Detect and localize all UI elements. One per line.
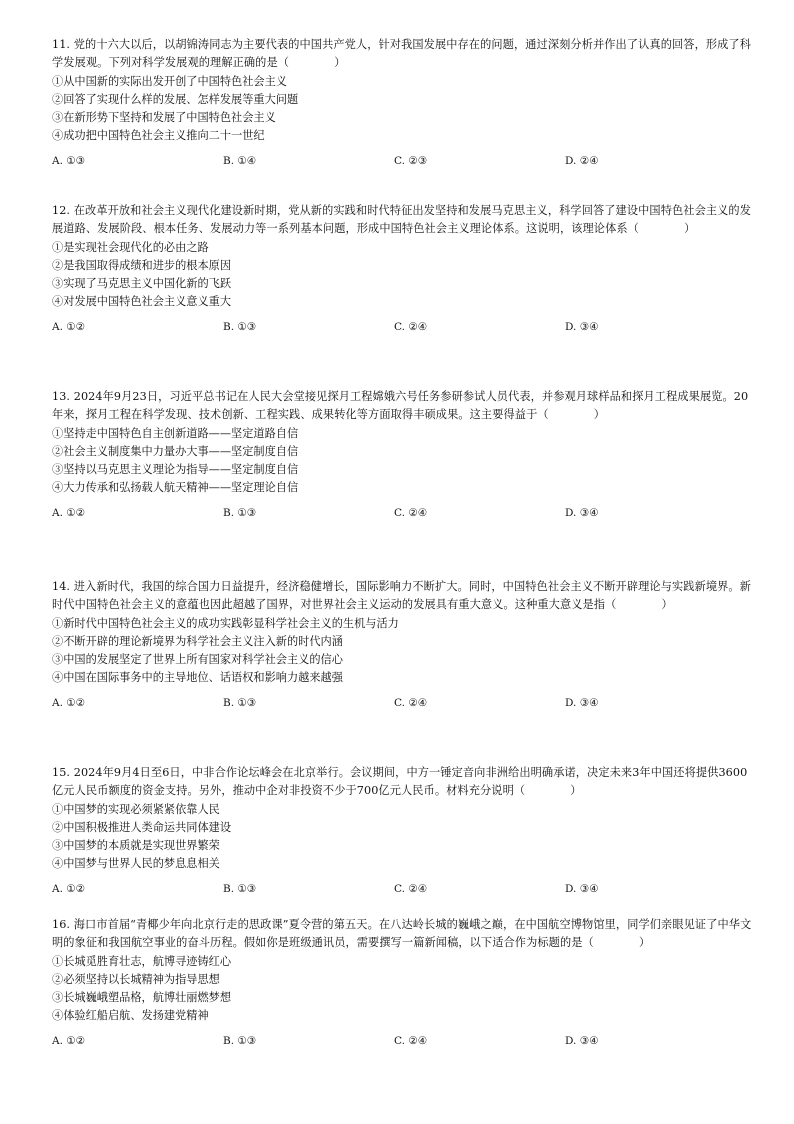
choice-c[interactable]: C. ②④ [394,882,428,895]
option: ④中国在国际事务中的主导地位、话语权和影响力越来越强 [52,670,343,684]
choice-d[interactable]: D. ②④ [565,154,599,167]
option: ④对发展中国特色社会主义意义重大 [52,294,232,308]
question-stem: 16. 海口市首届“青椰少年向北京行走的思政课”夏令营的第五天。在八达岭长城的巍峨之巅，在中国航空博物馆里，同学们亲眼见证了中华文明的象征和我国航空事业的奋斗历程。假如你是班级通讯员，需要撰写一篇新闻稿，以下适合作为标题的是（ ） [52,918,752,950]
choice-b[interactable]: B. ①③ [223,1034,257,1047]
question-stem: 11. 党的十六大以后，以胡锦涛同志为主要代表的中国共产党人，针对我国发展中存在的问题，通过深刻分析并作出了认真的回答，形成了科学发展观。下列对科学发展观的理解正确的是（ ） [52,38,752,70]
option: ①中国梦的实现必须紧紧依靠人民 [52,802,220,816]
choice-d[interactable]: D. ③④ [565,1034,599,1047]
choice-c[interactable]: C. ②④ [394,320,428,333]
answer-choices [52,505,752,521]
choice-a[interactable]: A. ①② [52,882,86,895]
question-16 [52,916,752,1049]
choice-c[interactable]: C. ②③ [394,154,428,167]
option: ④中国梦与世界人民的梦息息相关 [52,856,220,870]
choice-c[interactable]: C. ②④ [394,696,428,709]
question-stem: 14. 进入新时代，我国的综合国力日益提升，经济稳健增长，国际影响力不断扩大。同时，中国特色社会主义不断开辟理论与实践新境界。新时代中国特色社会主义的意蕴也因此超越了国界，对世界社会主义运动的发展具有重大意义。这种重大意义是指（ ） [52,580,752,612]
choice-b[interactable]: B. ①③ [223,506,257,519]
option: ③中国梦的本质就是实现世界繁荣 [52,838,220,852]
choice-b[interactable]: B. ①④ [223,154,257,167]
option: ②必须坚持以长城精神为指导思想 [52,972,220,986]
choice-a[interactable]: A. ①② [52,1034,86,1047]
option: ①新时代中国特色社会主义的成功实践彰显科学社会主义的生机与活力 [52,616,399,630]
option: ④大力传承和弘扬载人航天精神——坚定理论自信 [52,480,299,494]
option: ②是我国取得成绩和进步的根本原因 [52,258,232,272]
option: ①长城觅胜育壮志，航博寻迹铸红心 [52,954,232,968]
choice-b[interactable]: B. ①③ [223,320,257,333]
option: ③中国的发展坚定了世界上所有国家对科学社会主义的信心 [52,652,343,666]
answer-choices [52,1033,752,1049]
question-stem: 15. 2024年9月4日至6日，中非合作论坛峰会在北京举行。会议期间，中方一锤定音向非洲给出明确承诺，决定未来3年中国还将提供3600亿元人民币额度的资金支持。另外，推动中企对非投资不少于700亿元人民币。材料充分说明（ ） [52,766,748,798]
question-15 [52,764,752,897]
option: ②不断开辟的理论新境界为科学社会主义注入新的时代内涵 [52,634,343,648]
option: ③坚持以马克思主义理论为指导——坚定制度自信 [52,462,299,476]
answer-choices [52,153,752,169]
choice-a[interactable]: A. ①② [52,696,86,709]
option: ①是实现社会现代化的必由之路 [52,240,209,254]
question-14 [52,578,752,711]
option: ①坚持走中国特色自主创新道路——坚定道路自信 [52,426,299,440]
answer-choices [52,881,752,897]
option: ④体验红船启航、发扬建党精神 [52,1008,209,1022]
choice-a[interactable]: A. ①② [52,320,86,333]
question-11 [52,36,752,169]
choice-d[interactable]: D. ③④ [565,882,599,895]
choice-c[interactable]: C. ②④ [394,506,428,519]
question-12 [52,202,752,335]
choice-d[interactable]: D. ③④ [565,696,599,709]
choice-c[interactable]: C. ②④ [394,1034,428,1047]
choice-a[interactable]: A. ①② [52,506,86,519]
question-13 [52,388,752,521]
option: ③实现了马克思主义中国化新的飞跃 [52,276,232,290]
choice-d[interactable]: D. ③④ [565,320,599,333]
question-stem: 13. 2024年9月23日，习近平总书记在人民大会堂接见探月工程嫦娥六号任务参研参试人员代表，并参观月球样品和探月工程成果展览。20年来，探月工程在科学发现、技术创新、工程实践、成果转化等方面取得丰硕成果。这主要得益于（ ） [52,390,749,422]
option: ④成功把中国特色社会主义推向二十一世纪 [52,128,265,142]
option: ③在新形势下坚持和发展了中国特色社会主义 [52,110,276,124]
choice-b[interactable]: B. ①③ [223,882,257,895]
choice-b[interactable]: B. ①③ [223,696,257,709]
question-stem: 12. 在改革开放和社会主义现代化建设新时期，党从新的实践和时代特征出发坚持和发展马克思主义，科学回答了建设中国特色社会主义的发展道路、发展阶段、根本任务、发展动力等一系列基本问题，形成中国特色社会主义理论体系。这说明，该理论体系（ ） [52,204,752,236]
option: ②中国积极推进人类命运共同体建设 [52,820,232,834]
option: ②回答了实现什么样的发展、怎样发展等重大问题 [52,92,299,106]
option: ③长城巍峨塑品格，航博壮丽燃梦想 [52,990,232,1004]
choice-a[interactable]: A. ①③ [52,154,86,167]
option: ①从中国新的实际出发开创了中国特色社会主义 [52,74,287,88]
choice-d[interactable]: D. ③④ [565,506,599,519]
answer-choices [52,319,752,335]
answer-choices [52,695,752,711]
option: ②社会主义制度集中力量办大事——坚定制度自信 [52,444,299,458]
